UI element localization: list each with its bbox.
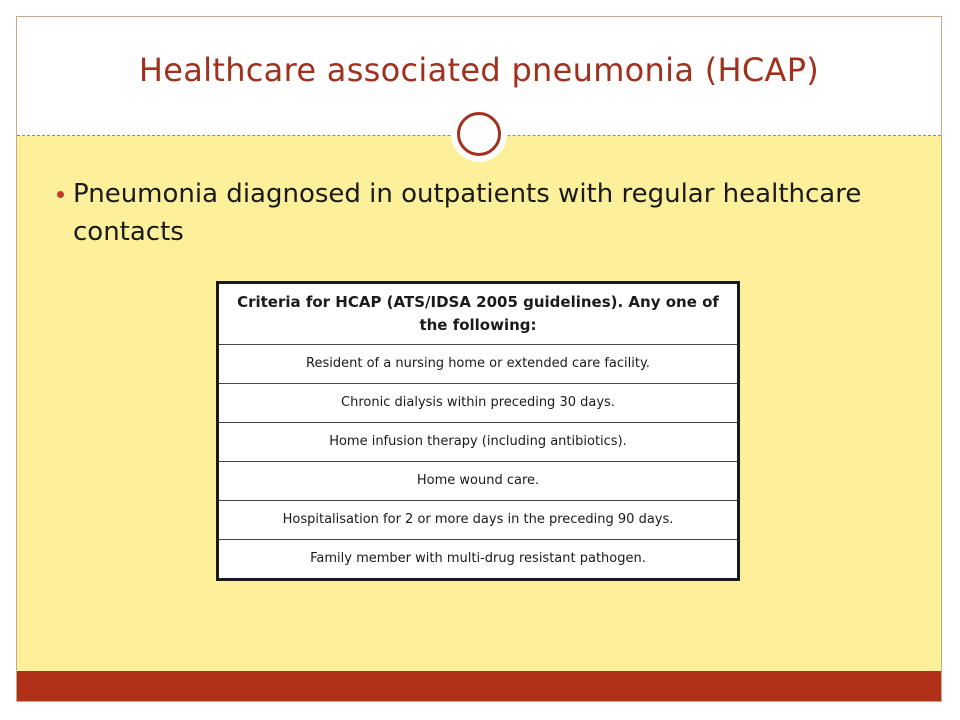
criteria-row: Family member with multi-drug resistant pathogen. xyxy=(310,551,646,566)
decorative-circle-icon xyxy=(457,112,501,156)
criteria-row: Hospitalisation for 2 or more days in the preceding 90 days. xyxy=(219,501,737,540)
slide-title: Healthcare associated pneumonia (HCAP) xyxy=(138,51,820,89)
criteria-row: Home wound care. xyxy=(219,462,737,501)
criteria-row: Home infusion therapy (including antibiotics). xyxy=(219,423,737,462)
bullet-dot-icon xyxy=(57,191,64,198)
criteria-row: Resident of a nursing home or extended care facility. xyxy=(219,345,737,384)
criteria-row: Chronic dialysis within preceding 30 days. xyxy=(219,384,737,423)
slide xyxy=(16,16,942,702)
footer-bar xyxy=(17,671,941,702)
bullet-item xyxy=(57,175,897,251)
bullet-text: Pneumonia diagnosed in outpatients with regular healthcare contacts xyxy=(73,179,862,247)
criteria-table xyxy=(216,281,740,581)
criteria-table-header: Criteria for HCAP (ATS/IDSA 2005 guidelines). Any one of the following: xyxy=(219,284,737,345)
